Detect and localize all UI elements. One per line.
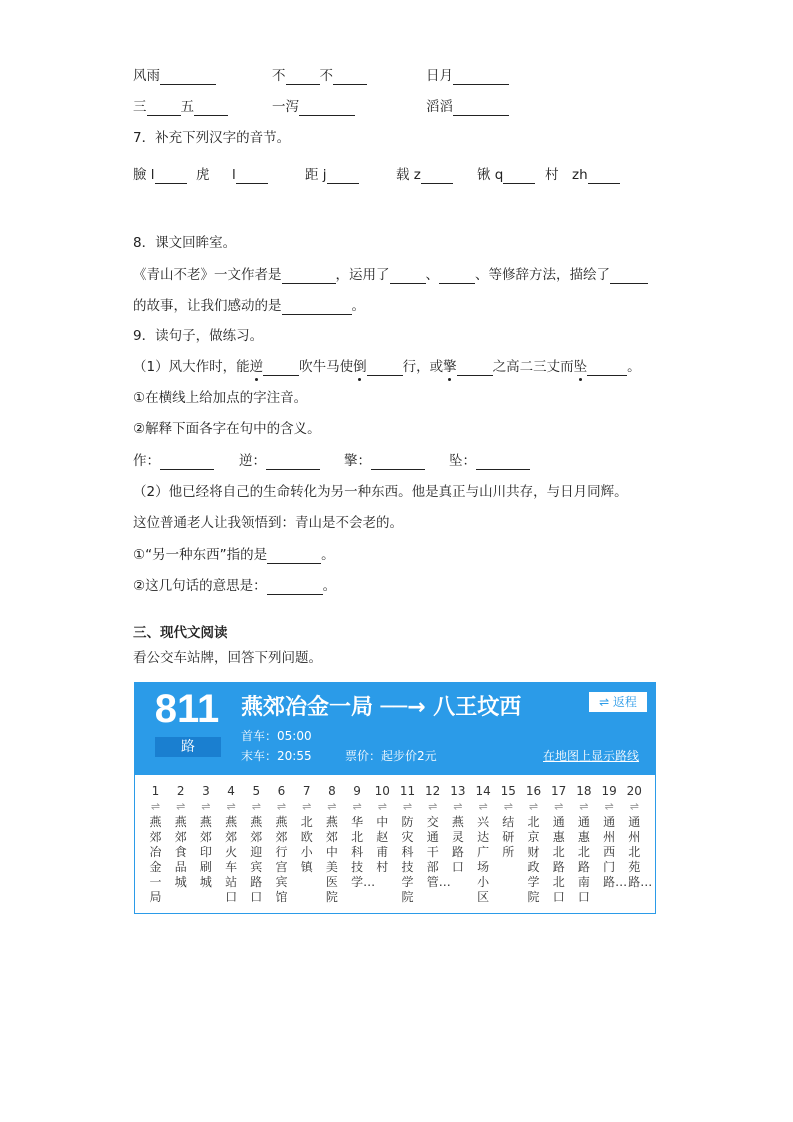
bus-stop-number: 1 bbox=[151, 784, 160, 798]
bus-stop-number: 5 bbox=[252, 784, 261, 798]
direction-arrows-icon: ⇌ bbox=[302, 800, 312, 813]
bus-stop-number: 16 bbox=[525, 784, 542, 798]
bus-stop-number: 12 bbox=[425, 784, 441, 798]
bus-stop-name: 北欧小镇 bbox=[300, 815, 313, 874]
q9-title: 9．读句子，做练习。 bbox=[133, 328, 264, 344]
q9-def-2: 逆： bbox=[239, 452, 320, 470]
q8-title: 8．课文回眸室。 bbox=[133, 235, 237, 251]
direction-arrows-icon: ⇌ bbox=[503, 800, 513, 813]
bus-stop-name: 燕郊印刷城 bbox=[199, 815, 212, 889]
show-route-on-map-link[interactable]: 在地图上显示路线 bbox=[543, 749, 640, 763]
q7-item-1: 臉 l bbox=[133, 166, 187, 184]
direction-arrows-icon: ⇌ bbox=[629, 800, 639, 813]
bus-stop-number: 6 bbox=[277, 784, 286, 798]
bus-stop-name: 中赵甫村 bbox=[376, 815, 389, 874]
q8-line-2: 的故事，让我们感动的是 。 bbox=[133, 298, 365, 314]
bus-stop[interactable] bbox=[546, 783, 571, 905]
bus-stop-number: 3 bbox=[202, 784, 210, 798]
direction-arrows-icon: ⇌ bbox=[201, 800, 211, 813]
bus-stop-name: 燕郊中美医院 bbox=[325, 815, 338, 904]
direction-arrows-icon: ⇌ bbox=[554, 800, 564, 813]
bus-stop[interactable] bbox=[219, 783, 244, 905]
last-bus-time: 末车：20:55 bbox=[241, 749, 312, 763]
direction-arrows-icon: ⇌ bbox=[352, 800, 362, 813]
direction-arrows-icon: ⇌ bbox=[251, 800, 261, 813]
q9-sentence-2: （2）他已经将自己的生命转化为另一种东西。他是真正与山川共存，与日月同辉。 bbox=[133, 484, 628, 500]
bus-number: 811 bbox=[154, 687, 220, 731]
bus-stop[interactable] bbox=[345, 783, 376, 890]
q9-task-4: ②这几句话的意思是： 。 bbox=[133, 578, 337, 594]
bus-stop-number: 4 bbox=[227, 784, 235, 798]
bus-stop[interactable] bbox=[319, 783, 344, 905]
return-route-button[interactable]: ⇌ 返程 bbox=[589, 692, 647, 712]
bus-stop-name: 北京财政学院 bbox=[527, 815, 540, 904]
bus-stop-name: 燕灵路口 bbox=[451, 815, 464, 874]
bus-stop-name: 防灾科技学院 bbox=[401, 815, 414, 904]
q9-def-4: 坠： bbox=[449, 452, 530, 470]
bus-stop[interactable] bbox=[143, 783, 168, 905]
q9-task-2: ②解释下面各字在句中的含义。 bbox=[133, 421, 321, 437]
bus-stop-number: 10 bbox=[374, 784, 390, 798]
q7-item-3: l bbox=[232, 166, 268, 184]
direction-arrows-icon: ⇌ bbox=[150, 800, 161, 813]
q7-item-4: 距 j bbox=[305, 166, 359, 184]
direction-arrows-icon: ⇌ bbox=[327, 800, 337, 813]
bus-stop-name: 交通干部管… bbox=[426, 815, 451, 889]
bus-stop[interactable] bbox=[420, 783, 451, 890]
bus-fare: 票价：起步价2元 bbox=[345, 749, 437, 763]
bus-route-title: 燕郊冶金一局 ──→ 八王坟西 bbox=[241, 695, 522, 720]
vocab-item-2: 不 不 bbox=[272, 67, 367, 85]
bus-stop[interactable] bbox=[622, 783, 653, 890]
bus-stop-name: 通惠北路南口 bbox=[577, 815, 590, 904]
vocab-item-6: 滔滔 bbox=[426, 98, 509, 116]
bus-stop-name: 通州北苑路… bbox=[628, 815, 653, 889]
q8-line-1: 《青山不老》一文作者是 ，运用了 、 、等修辞方法，描绘了 bbox=[133, 266, 648, 284]
bus-stop[interactable] bbox=[395, 783, 420, 905]
bus-route-label: 路 bbox=[155, 737, 221, 757]
direction-arrows-icon: ⇌ bbox=[604, 800, 614, 813]
bus-stop-number: 7 bbox=[302, 784, 311, 798]
q9-def-3: 擎： bbox=[344, 452, 425, 470]
bus-stop-sign bbox=[134, 682, 656, 914]
bus-stop-name: 燕郊冶金一局 bbox=[149, 815, 162, 904]
direction-arrows-icon: ⇌ bbox=[528, 800, 539, 813]
direction-arrows-icon: ⇌ bbox=[478, 800, 488, 813]
direction-arrows-icon: ⇌ bbox=[276, 800, 287, 813]
bus-stop-number: 9 bbox=[353, 784, 361, 798]
bus-stop[interactable] bbox=[571, 783, 596, 905]
vocab-item-3: 日月 bbox=[426, 67, 509, 85]
bus-stop-name: 华北科技学… bbox=[351, 815, 376, 889]
bus-stop[interactable] bbox=[294, 783, 319, 875]
bus-stop[interactable] bbox=[168, 783, 193, 890]
bus-stop[interactable] bbox=[597, 783, 628, 890]
vocab-item-5: 一泻 bbox=[272, 98, 355, 116]
bus-stop-number: 8 bbox=[328, 784, 336, 798]
q9-sentence-2b: 这位普通老人让我领悟到：青山是不会老的。 bbox=[133, 515, 403, 531]
direction-arrows-icon: ⇌ bbox=[377, 800, 387, 813]
bus-stop[interactable] bbox=[370, 783, 395, 875]
q7-item-5: 载 z bbox=[396, 166, 453, 184]
first-bus-time: 首车：05:00 bbox=[241, 729, 312, 743]
bus-stop-name: 燕郊迎宾路口 bbox=[250, 815, 263, 904]
bus-stop-name: 兴达广场小区 bbox=[477, 815, 490, 904]
bus-stop-number: 17 bbox=[551, 784, 567, 798]
q9-task-1: ①在横线上给加点的字注音。 bbox=[133, 390, 308, 406]
bus-stop-number: 15 bbox=[500, 784, 516, 798]
bus-stop-number: 18 bbox=[576, 784, 592, 798]
q9-def-1: 作： bbox=[133, 452, 214, 470]
bus-stop-number: 2 bbox=[176, 784, 185, 798]
bus-stop-name: 燕郊火车站口 bbox=[225, 815, 238, 904]
bus-stop-number: 13 bbox=[450, 784, 466, 798]
section-3-intro: 看公交车站牌，回答下列问题。 bbox=[133, 650, 322, 666]
bus-stop-name: 通惠北路北口 bbox=[552, 815, 565, 904]
bus-stop-number: 19 bbox=[601, 784, 617, 798]
bus-stop[interactable] bbox=[521, 783, 546, 905]
q9-sentence-1: （1）风大作时，能逆 吹牛马使倒 行，或擎 之高二三丈而坠 。 bbox=[133, 359, 641, 375]
q7-item-7: 村 bbox=[545, 167, 559, 183]
direction-arrows-icon: ⇌ bbox=[176, 800, 186, 813]
bus-stop-name: 燕郊行宫宾馆 bbox=[275, 815, 288, 904]
bus-sign-header bbox=[135, 683, 656, 775]
bus-stop[interactable] bbox=[471, 783, 496, 905]
bus-stop-name: 结研所 bbox=[502, 815, 515, 859]
bus-stop[interactable] bbox=[244, 783, 269, 905]
bus-stop[interactable] bbox=[445, 783, 470, 875]
section-3-title: 三、现代文阅读 bbox=[133, 625, 228, 641]
bus-stop-number: 11 bbox=[399, 784, 416, 798]
q7-title: 7．补充下列汉字的音节。 bbox=[133, 130, 291, 146]
direction-arrows-icon: ⇌ bbox=[226, 800, 236, 813]
vocab-item-1: 风雨 bbox=[133, 67, 216, 85]
q7-item-2: 虎 bbox=[196, 167, 210, 183]
direction-arrows-icon: ⇌ bbox=[453, 800, 463, 813]
bus-stop-name: 通州西门路… bbox=[603, 815, 628, 889]
bus-stop-number: 20 bbox=[626, 784, 642, 798]
vocab-item-4: 三 五 bbox=[133, 98, 228, 116]
bus-stop[interactable] bbox=[269, 783, 294, 905]
bus-stop-number: 14 bbox=[475, 784, 491, 798]
q9-task-3: ①“另一种东西”指的是 。 bbox=[133, 547, 335, 563]
bus-stop-name: 燕郊食品城 bbox=[174, 815, 187, 889]
bus-stop[interactable] bbox=[193, 783, 218, 890]
q7-item-6: 锹 q bbox=[477, 166, 535, 184]
bus-stop[interactable] bbox=[496, 783, 521, 860]
direction-arrows-icon: ⇌ bbox=[428, 800, 438, 813]
direction-arrows-icon: ⇌ bbox=[402, 800, 413, 813]
direction-arrows-icon: ⇌ bbox=[579, 800, 589, 813]
q7-item-8: zh bbox=[572, 166, 620, 184]
